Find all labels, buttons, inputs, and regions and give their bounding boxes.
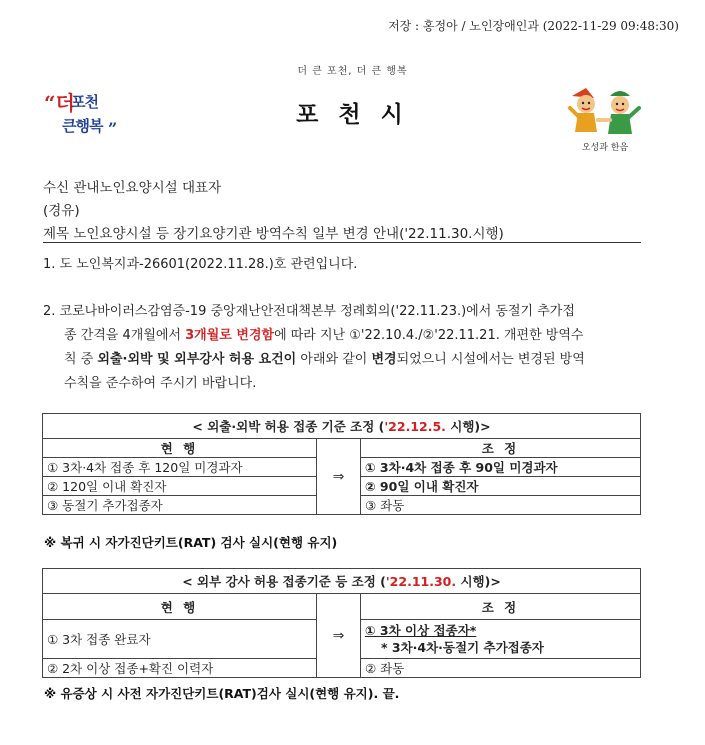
p3-text-c: 되었으니 시설에서는 변경된 방역 [396,352,585,367]
p2-text-a: 종 간격을 4개월에서 [64,328,186,343]
table2-row1-current: ① 3차 접종 완료자 [43,620,317,659]
table1-col-adjust: 조 정 [361,439,641,458]
table1-row1-adjusted: ① 3차·4차 접종 후 90일 미경과자 [361,458,641,477]
logo-mark: “더 [44,91,75,115]
logo-mark-end: ” [108,119,118,138]
subject-line: 제목 노인요양시설 등 장기요양기관 방역수칙 일부 변경 안내('22.11.30.시행) [43,226,504,242]
table1-row2-current: ② 120일 이내 확진자 [43,477,317,496]
table2-row2-current: ② 2차 이상 접종+확진 이력자 [43,659,317,678]
p2-highlight-red: 3개월로 변경함 [185,328,275,343]
lecturer-criteria-table [42,568,641,678]
mascot-caption: 오성과 한음 [581,143,629,153]
org-title: 포 천 시 [296,102,409,128]
table2-col-adjust: 조 정 [361,594,641,620]
logo-bottom-text: 큰행복 [62,117,103,135]
paragraph-2-line-3 [64,348,585,367]
author-stamp: 저장 : 홍정아 / 노인장애인과 (2022-11-29 09:48:30) [388,19,679,33]
p3-text-a: 칙 중 [64,352,98,367]
p3-bold: 외출·외박 및 외부강사 허용 요건이 [97,352,297,367]
table1-row1-current: ① 3차·4차 접종 후 120일 미경과자 [43,458,317,477]
table2-arrow: ⇒ [317,594,361,678]
table1-arrow: ⇒ [317,439,361,515]
mascot-icon [564,84,646,140]
table2-row2-adjusted: ② 좌동 [361,659,641,678]
recipient-line: 수신 관내노인요양시설 대표자 [43,180,222,196]
table1-row3-adjusted: ③ 좌동 [361,496,641,515]
paragraph-2-line-1: 2. 코로나바이러스감염증-19 중앙재난안전대책본부 정례회의('22.11.23.)에서 동절기 추가접 [43,304,575,319]
table2-note: ※ 유증상 시 사전 자가진단키트(RAT)검사 실시(현행 유지). 끝. [44,686,400,701]
paragraph-2-line-4: 수칙을 준수하여 주시기 바랍니다. [64,376,257,391]
header-divider [43,242,641,243]
mascot-logo [564,84,646,154]
p3-text-b: 아래와 같이 [296,352,372,367]
table2-col-current: 현 행 [43,594,317,620]
table1-row2-adjusted: ② 90일 이내 확진자 [361,477,641,496]
table1-row3-current: ③ 동절기 추가접종자 [43,496,317,515]
slogan: 더 큰 포천, 더 큰 행복 [297,66,408,77]
table1-note: ※ 복귀 시 자가진단키트(RAT) 검사 실시(현행 유지) [44,535,338,550]
table2-row1-adjusted [361,620,641,659]
paragraph-1: 1. 도 노인복지과-26601(2022.11.28.)호 관련입니다. [43,257,358,272]
p2-text-b: 에 따라 지난 ①'22.10.4./②'22.11.21. 개편한 방역수 [274,328,584,343]
via-line: (경유) [43,203,80,219]
outing-criteria-table [42,413,641,515]
table2-row1-adjusted-footnote: * 3차·4차·동절기 추가접종자 [381,640,544,655]
table1-title: < 외출·외박 허용 접종 기준 조정 ('22.12.5. 시행)> [43,414,641,439]
paragraph-2-line-2 [64,324,583,343]
table2-row1-adjusted-main: ① 3차 이상 접종자* [365,623,477,638]
logo-top-text: 포천 [71,93,98,111]
table1-col-current: 현 행 [43,439,317,458]
p3-bold-2: 변경 [371,352,397,367]
table2-title: < 외부 강사 허용 접종기준 등 조정 ('22.11.30. 시행)> [43,569,641,594]
